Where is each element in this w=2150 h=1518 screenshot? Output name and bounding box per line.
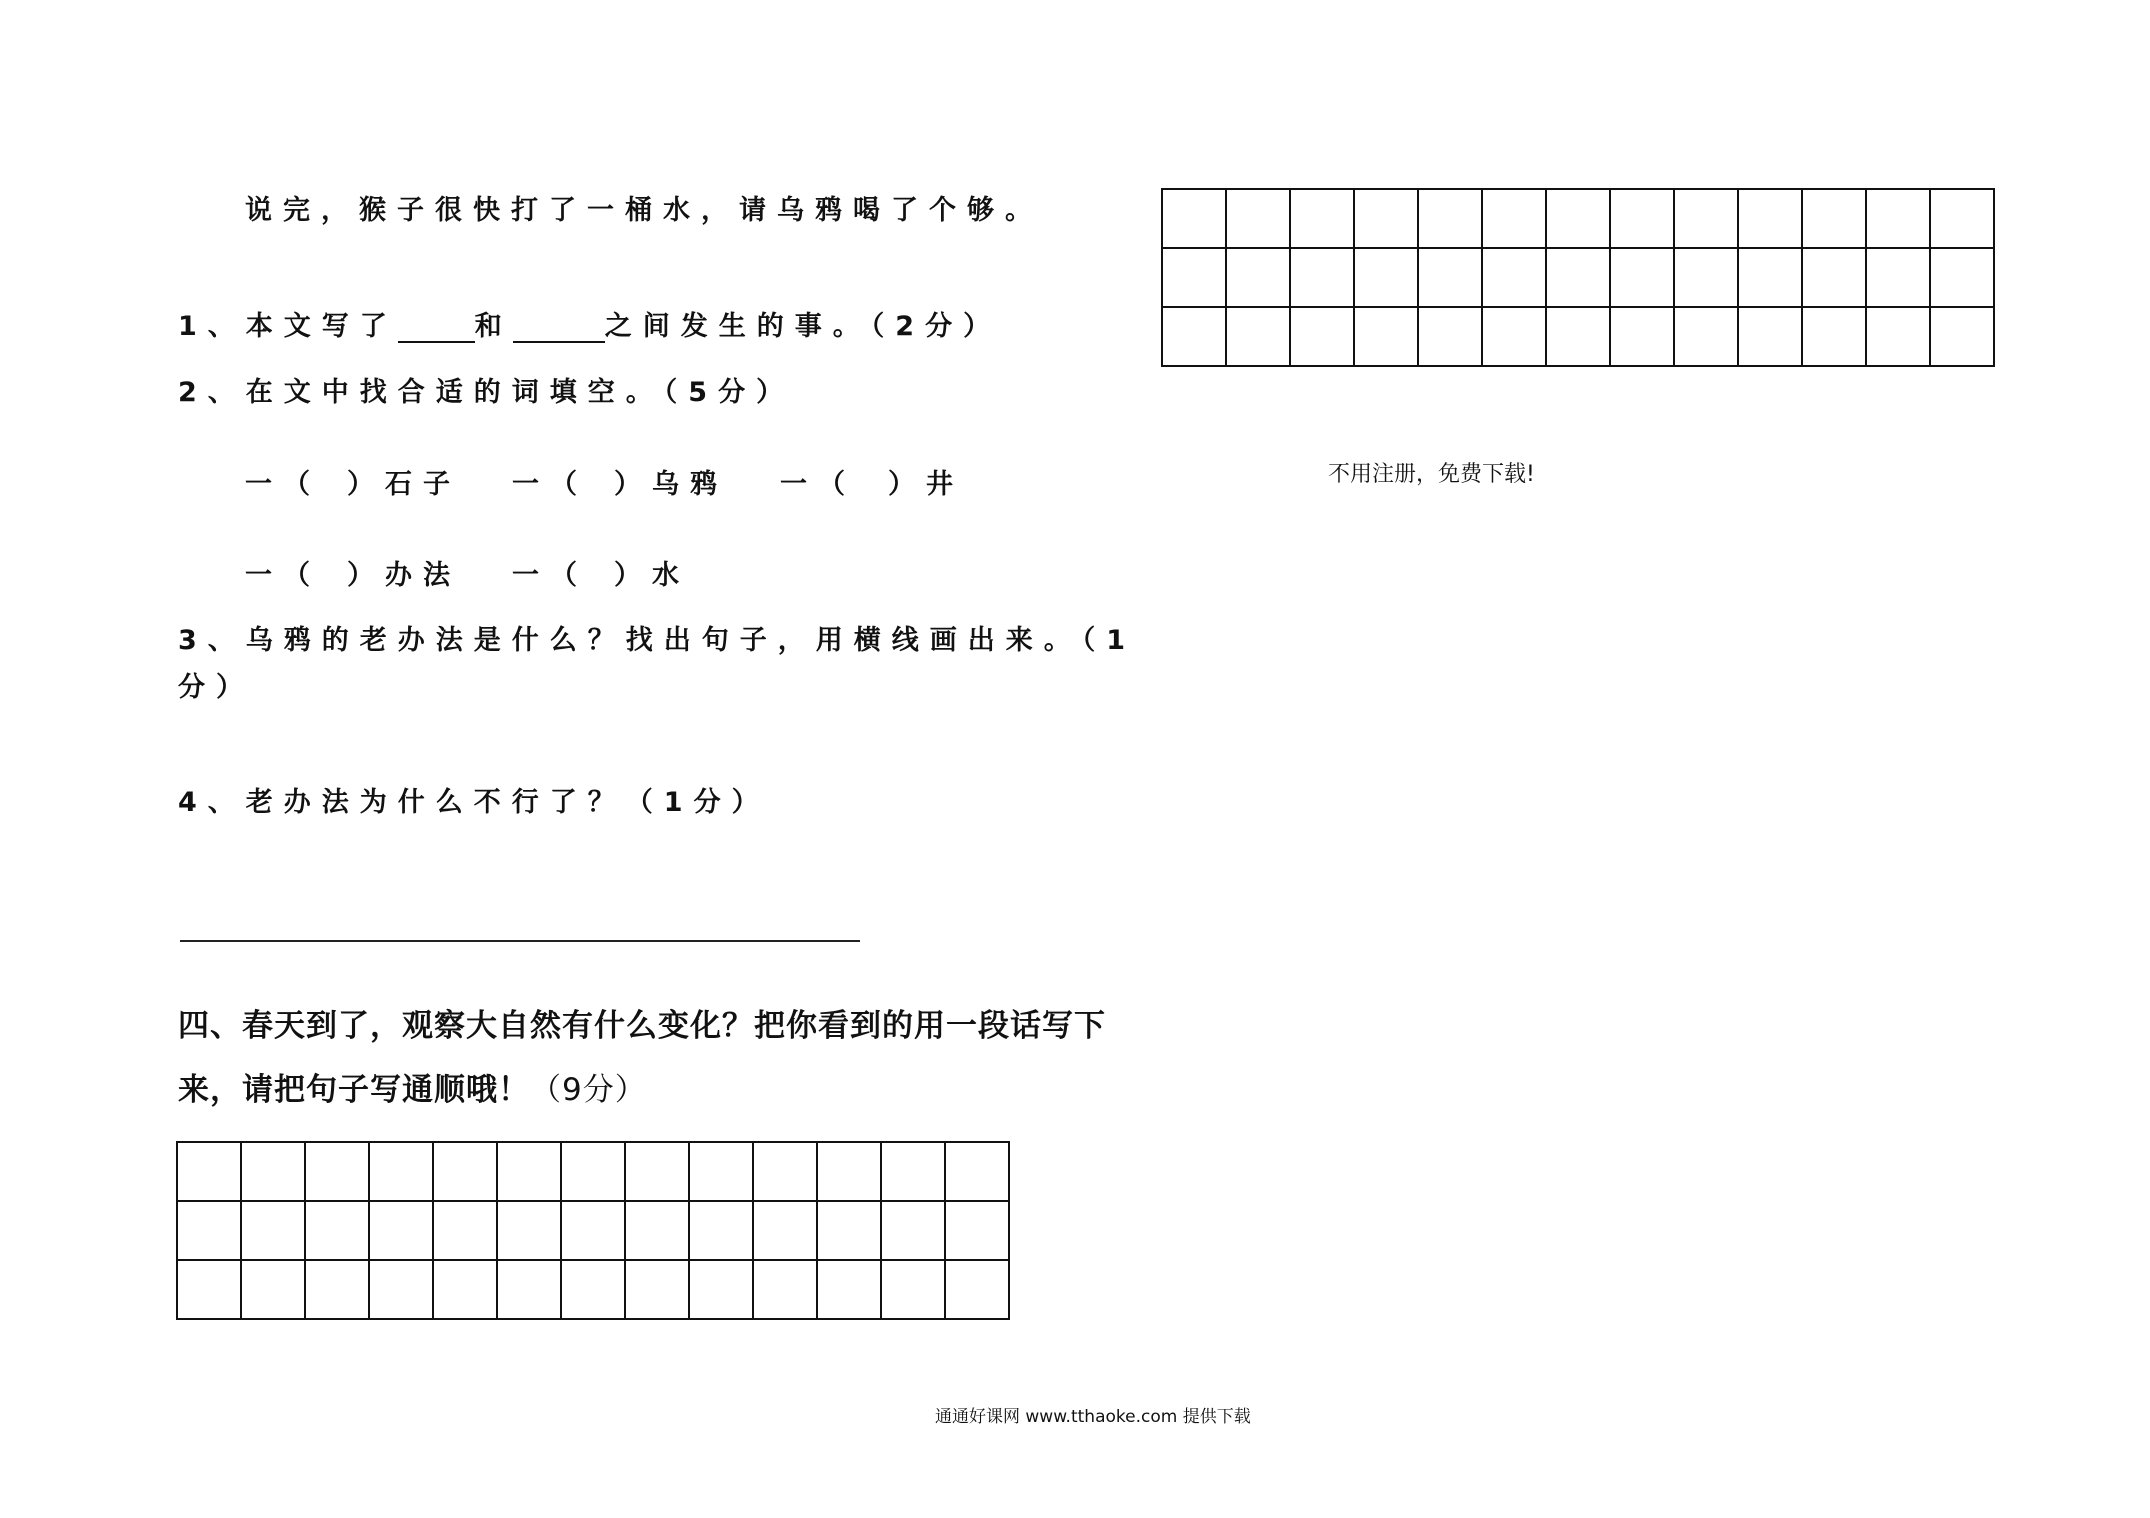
footer-text: 通通好课网 www.tthaoke.com 提供下载: [935, 1407, 1251, 1427]
grid-cell[interactable]: [1354, 248, 1418, 307]
grid-cell[interactable]: [241, 1260, 305, 1319]
grid-row: [1162, 189, 1994, 248]
question-2: 2、在文中找合适的词填空。（5分）: [178, 377, 795, 408]
grid-cell[interactable]: [1354, 307, 1418, 366]
section-4-line-2: [178, 1064, 647, 1109]
grid-cell[interactable]: [1674, 248, 1738, 307]
grid-cell[interactable]: [1738, 307, 1802, 366]
question-4: 4、老办法为什么不行了？（1分）: [178, 787, 770, 818]
grid-cell[interactable]: [433, 1260, 497, 1319]
grid-cell[interactable]: [177, 1142, 241, 1201]
grid-cell[interactable]: [1418, 307, 1482, 366]
grid-cell[interactable]: [881, 1201, 945, 1260]
grid-cell[interactable]: [881, 1142, 945, 1201]
grid-cell[interactable]: [1482, 307, 1546, 366]
question-1-prefix: 1、本文写了: [178, 311, 398, 342]
grid-cell[interactable]: [689, 1142, 753, 1201]
grid-cell[interactable]: [561, 1142, 625, 1201]
grid-cell[interactable]: [625, 1260, 689, 1319]
fill-close: ）: [888, 469, 926, 500]
section-4-prompt: 来，请把句子写通顺哦！: [178, 1072, 530, 1108]
grid-cell[interactable]: [817, 1201, 881, 1260]
grid-row: [177, 1142, 1009, 1201]
grid-cell[interactable]: [1674, 307, 1738, 366]
grid-cell[interactable]: [1546, 248, 1610, 307]
question-1-suffix: 之间发生的事。（2分）: [604, 311, 1002, 342]
section-4-line-1: 四、春天到了，观察大自然有什么变化？把你看到的用一段话写下: [178, 1008, 1106, 1044]
grid-cell[interactable]: [1418, 189, 1482, 248]
fill-close: ）: [347, 560, 385, 591]
grid-cell[interactable]: [1290, 248, 1354, 307]
fill-item: [780, 462, 964, 501]
question-3-line-2: 分）: [178, 672, 254, 703]
grid-cell[interactable]: [497, 1260, 561, 1319]
grid-cell[interactable]: [881, 1260, 945, 1319]
grid-cell[interactable]: [1290, 189, 1354, 248]
grid-cell[interactable]: [369, 1201, 433, 1260]
grid-cell[interactable]: [177, 1201, 241, 1260]
grid-cell[interactable]: [689, 1260, 753, 1319]
grid-cell[interactable]: [1866, 189, 1930, 248]
download-note: 不用注册，免费下载!: [1328, 462, 1535, 487]
grid-cell[interactable]: [433, 1142, 497, 1201]
grid-cell[interactable]: [1610, 307, 1674, 366]
grid-cell[interactable]: [1162, 189, 1226, 248]
grid-cell[interactable]: [1290, 307, 1354, 366]
grid-cell[interactable]: [689, 1201, 753, 1260]
fill-open: 一（: [245, 560, 321, 591]
answer-blank-2[interactable]: [513, 311, 605, 343]
grid-cell[interactable]: [1930, 248, 1994, 307]
grid-cell[interactable]: [1674, 189, 1738, 248]
grid-cell[interactable]: [1226, 189, 1290, 248]
fill-item: [512, 553, 690, 592]
grid-cell[interactable]: [1418, 248, 1482, 307]
grid-cell[interactable]: [1226, 307, 1290, 366]
grid-cell[interactable]: [1802, 307, 1866, 366]
grid-cell[interactable]: [625, 1142, 689, 1201]
grid-cell[interactable]: [1802, 189, 1866, 248]
grid-cell[interactable]: [369, 1260, 433, 1319]
grid-cell[interactable]: [753, 1260, 817, 1319]
fill-close: ）: [347, 469, 385, 500]
fill-close: ）: [614, 469, 652, 500]
grid-cell[interactable]: [1482, 248, 1546, 307]
section-4-score: （9分）: [530, 1072, 647, 1108]
grid-cell[interactable]: [561, 1201, 625, 1260]
grid-cell[interactable]: [1546, 307, 1610, 366]
fill-word: 井: [926, 469, 964, 500]
fill-word: 石子: [385, 469, 461, 500]
fill-open: 一（: [245, 469, 321, 500]
grid-cell[interactable]: [1866, 307, 1930, 366]
fill-word: 办法: [385, 560, 461, 591]
grid-cell[interactable]: [1738, 189, 1802, 248]
grid-cell[interactable]: [817, 1260, 881, 1319]
writing-grid-right[interactable]: [1161, 188, 1995, 367]
grid-cell[interactable]: [1610, 189, 1674, 248]
passage-last-line: 说完，猴子很快打了一桶水，请乌鸦喝了个够。: [245, 195, 1043, 226]
grid-cell[interactable]: [1866, 248, 1930, 307]
grid-cell[interactable]: [305, 1260, 369, 1319]
grid-cell[interactable]: [1546, 189, 1610, 248]
grid-cell[interactable]: [369, 1142, 433, 1201]
fill-open: 一（: [780, 469, 856, 500]
grid-cell[interactable]: [1738, 248, 1802, 307]
fill-item: [245, 462, 461, 501]
grid-row: [1162, 248, 1994, 307]
grid-cell[interactable]: [945, 1201, 1009, 1260]
grid-cell[interactable]: [305, 1142, 369, 1201]
fill-close: ）: [614, 560, 652, 591]
grid-row: [1162, 307, 1994, 366]
answer-blank-1[interactable]: [398, 311, 475, 343]
grid-cell[interactable]: [433, 1201, 497, 1260]
question-1: [178, 304, 1001, 343]
grid-cell[interactable]: [241, 1201, 305, 1260]
grid-cell[interactable]: [625, 1201, 689, 1260]
fill-item: [512, 462, 728, 501]
grid-cell[interactable]: [1930, 307, 1994, 366]
grid-cell[interactable]: [1226, 248, 1290, 307]
grid-cell[interactable]: [497, 1142, 561, 1201]
question-3-line-1: 3、乌鸦的老办法是什么？找出句子，用横线画出来。（1: [178, 625, 1137, 656]
grid-row: [177, 1201, 1009, 1260]
grid-cell[interactable]: [497, 1201, 561, 1260]
fill-word: 乌鸦: [652, 469, 728, 500]
grid-cell[interactable]: [753, 1201, 817, 1260]
fill-open: 一（: [512, 560, 588, 591]
grid-cell[interactable]: [1162, 307, 1226, 366]
question-1-middle: 和: [474, 311, 513, 342]
grid-cell[interactable]: [305, 1201, 369, 1260]
grid-cell[interactable]: [1162, 248, 1226, 307]
fill-word: 水: [652, 560, 690, 591]
grid-cell[interactable]: [1354, 189, 1418, 248]
fill-item: [245, 553, 461, 592]
grid-cell[interactable]: [1930, 189, 1994, 248]
grid-cell[interactable]: [241, 1142, 305, 1201]
grid-cell[interactable]: [945, 1142, 1009, 1201]
fill-open: 一（: [512, 469, 588, 500]
grid-cell[interactable]: [1802, 248, 1866, 307]
grid-cell[interactable]: [1482, 189, 1546, 248]
grid-cell[interactable]: [1610, 248, 1674, 307]
grid-cell[interactable]: [177, 1260, 241, 1319]
grid-cell[interactable]: [817, 1142, 881, 1201]
grid-cell[interactable]: [753, 1142, 817, 1201]
grid-cell[interactable]: [561, 1260, 625, 1319]
grid-cell[interactable]: [945, 1260, 1009, 1319]
grid-row: [177, 1260, 1009, 1319]
answer-line[interactable]: [180, 940, 860, 942]
writing-grid-left[interactable]: [176, 1141, 1010, 1320]
